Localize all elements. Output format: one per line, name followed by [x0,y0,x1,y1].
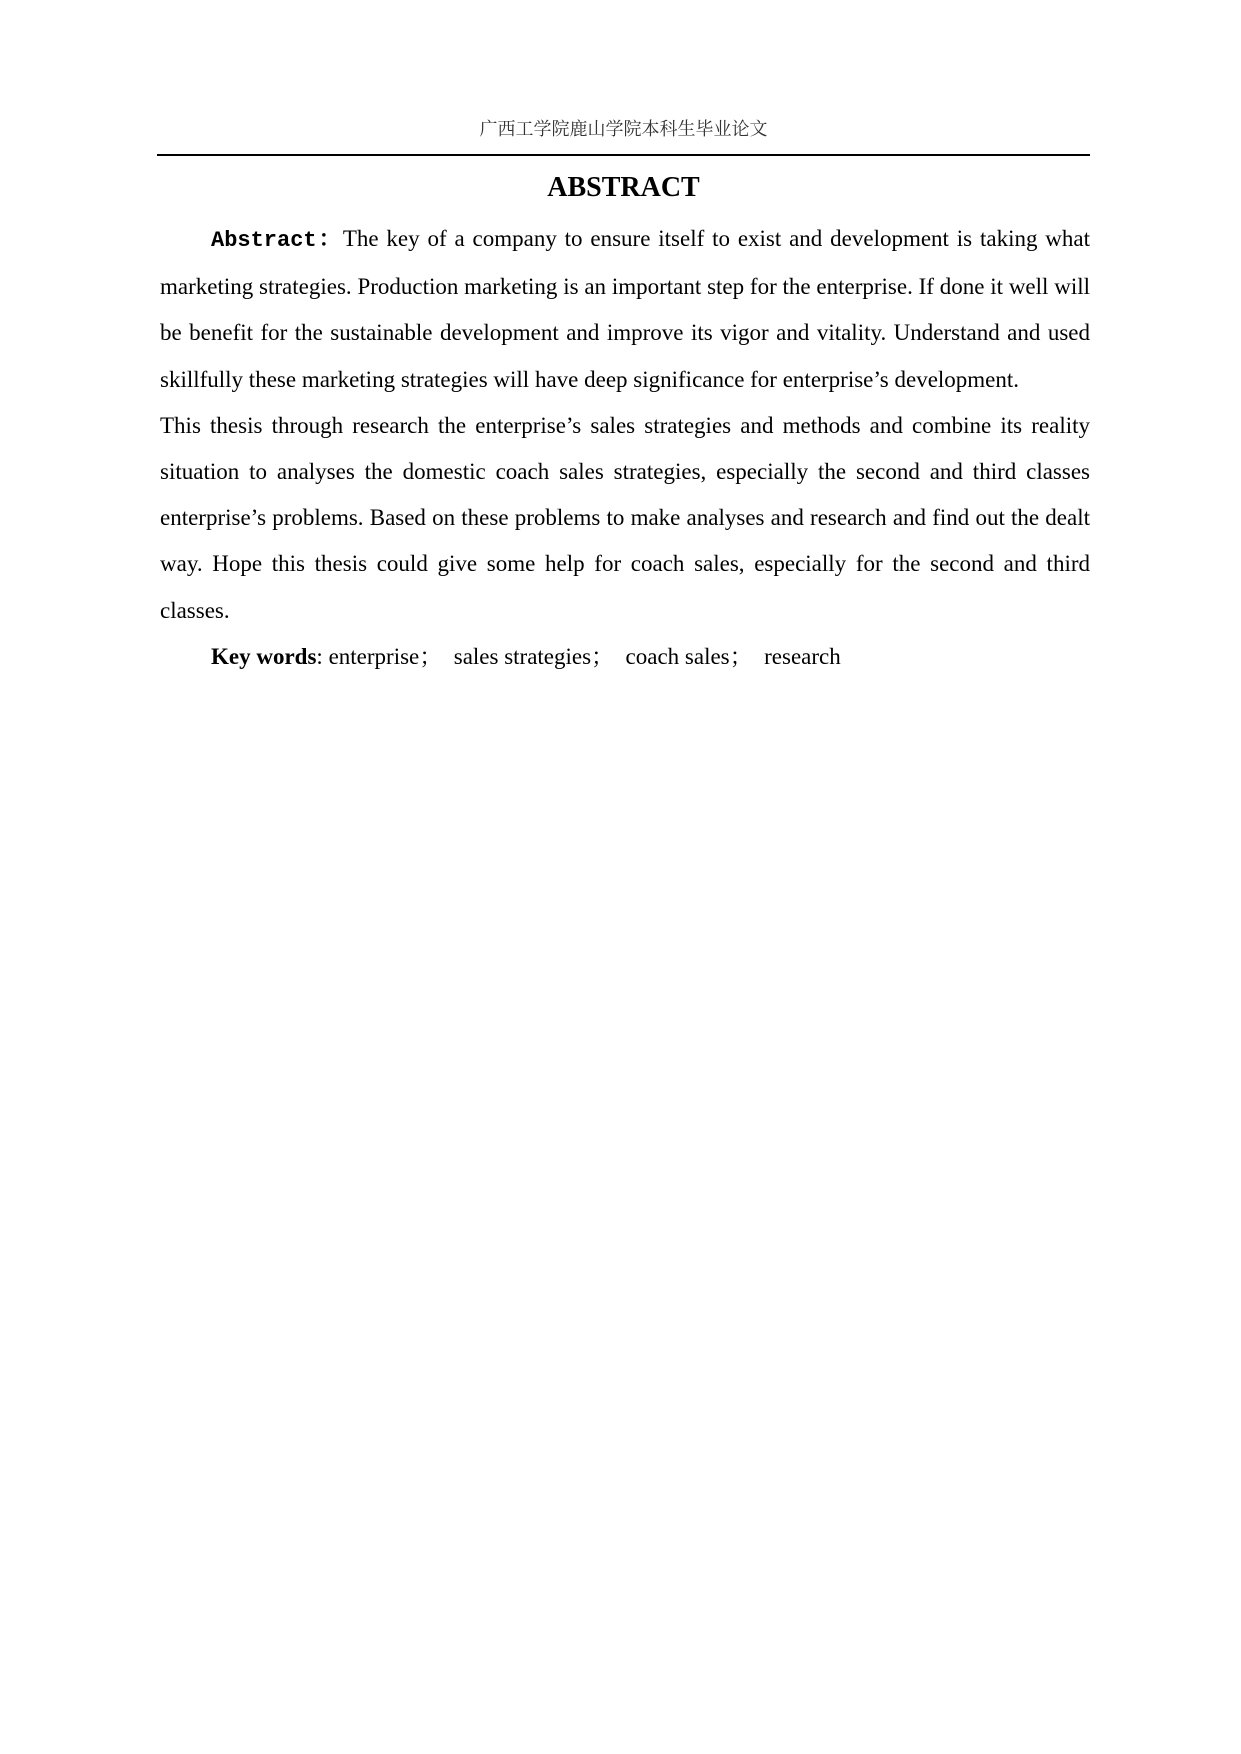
page-title: ABSTRACT [547,172,700,203]
page-header: 广西工学院鹿山学院本科生毕业论文 [479,119,768,140]
keywords-line [160,634,1090,680]
abstract-body [160,216,1090,680]
keywords-label: Key words [211,643,317,669]
header-divider [157,154,1090,156]
abstract-paragraph-1 [160,216,1090,403]
abstract-paragraph-1-text: The key of a company to ensure itself to exist and development is taking what marketing strategies. Production marketing is an important step for the enterprise. If done it well will be benefit for the sustainable development and improve its vigor and vitality. Understand and used skillfully these marketing strategies will have deep significance for enterprise’s development. [160,226,1091,392]
abstract-paragraph-2: This thesis through research the enterprise’s sales strategies and methods and combine its reality situation to analyses the domestic coach sales strategies, especially the second and third classes enterprise’s problems. Based on these problems to make analyses and research and find out the dealt way. Hope this thesis could give some help for coach sales, especially for the second and third classes. [160,412,1090,623]
abstract-label: Abstract： [211,228,343,253]
keywords-text: enterprise； sales strategies； coach sales； research [322,643,841,669]
keywords-separator: : [316,643,323,669]
